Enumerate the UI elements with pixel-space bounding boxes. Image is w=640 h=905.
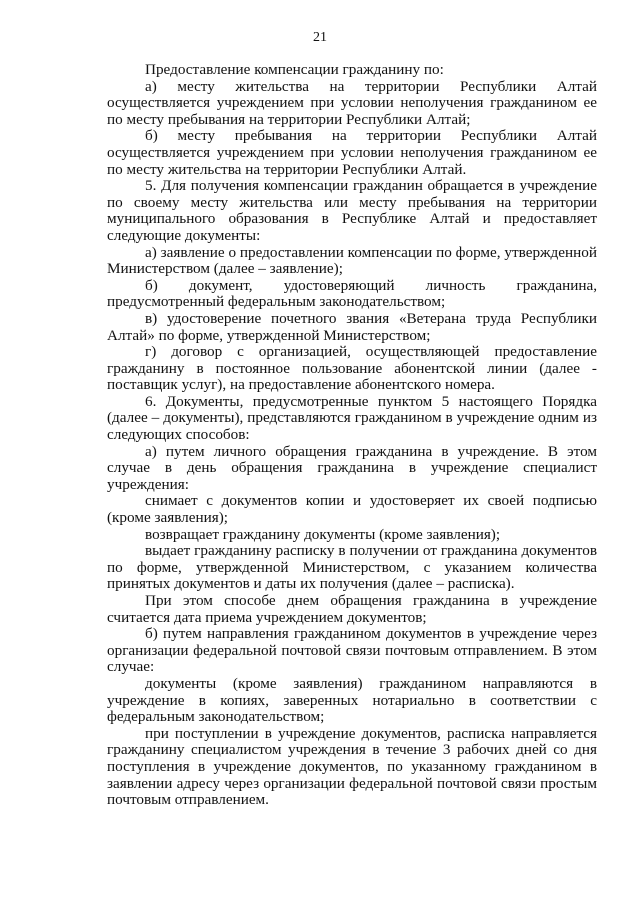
paragraph-compensation-intro: Предоставление компенсации гражданину по:	[145, 61, 444, 78]
paragraph-item-5v: в) удостоверение почетного звания «Ветерана труда Республики Алтай» по форме, утвержденной Министерством;	[107, 309, 597, 344]
paragraph-return-documents: возвращает гражданину документы (кроме заявления);	[145, 525, 501, 543]
paragraph-copies: снимает с документов копии и удостоверяет их своей подписью (кроме заявления);	[107, 492, 597, 527]
paragraph-receipt: выдает гражданину расписку в получении от гражданина документов по форме, утвержденной Министерством, с указанием количества принятых документов и даты их получения (далее – расписка).	[107, 542, 597, 593]
paragraph-item-6b: б) путем направления гражданином документов в учреждение через организации федеральной почтовой связи почтовым отправлением. В этом случае:	[107, 625, 597, 676]
paragraph-item-6a: а) путем личного обращения гражданина в учреждение. В этом случае в день обращения гражданина в учреждение специалист учреждения:	[107, 442, 597, 493]
paragraph-residence-place: а) месту жительства на территории Республики Алтай осуществляется учреждением при условии неполучения гражданином ее по месту пребывания на территории Республики Алтай;	[107, 77, 597, 128]
paragraph-appeal-date: При этом способе днем обращения гражданина в учреждение считается дата приема учреждением документов;	[107, 592, 597, 626]
paragraph-item-6: 6. Документы, предусмотренные пунктом 5 настоящего Порядка (далее – документы), представляются гражданином в учреждение одним из следующих способов:	[107, 392, 597, 444]
page-number: 21	[313, 30, 327, 45]
paragraph-item-5a: а) заявление о предоставлении компенсации по форме, утвержденной Министерством (далее – заявление);	[107, 243, 597, 278]
paragraph-item-5: 5. Для получения компенсации гражданин обращается в учреждение по своему месту жительства или месту пребывания на территории муниципального образования в Республике Алтай и предоставляет следующие документы:	[107, 177, 597, 244]
document-body	[107, 62, 597, 809]
paragraph-item-5g: г) договор с организацией, осуществляющей предоставление гражданину в постоянное пользование абонентской линии (далее - поставщик услуг), на предоставление абонентского номера.	[107, 343, 597, 394]
paragraph-postal-receipt: при поступлении в учреждение документов, расписка направляется гражданину специалистом учреждения в течение 3 рабочих дней со дня поступления в учреждение документов, по указанному гражданином в заявлении адресу через организации федеральной почтовой связи простым почтовым отправлением.	[107, 724, 597, 809]
paragraph-stay-place: б) месту пребывания на территории Республики Алтай осуществляется учреждением при условии неполучения гражданином ее по месту жительства на территории Республики Алтай.	[107, 127, 597, 178]
paragraph-item-5b: б) документ, удостоверяющий личность гражданина, предусмотренный федеральным законодательством;	[107, 276, 597, 311]
paragraph-notarized-copies: документы (кроме заявления) гражданином направляются в учреждение в копиях, заверенных нотариально в соответствии с федеральным законодательством;	[107, 674, 597, 726]
